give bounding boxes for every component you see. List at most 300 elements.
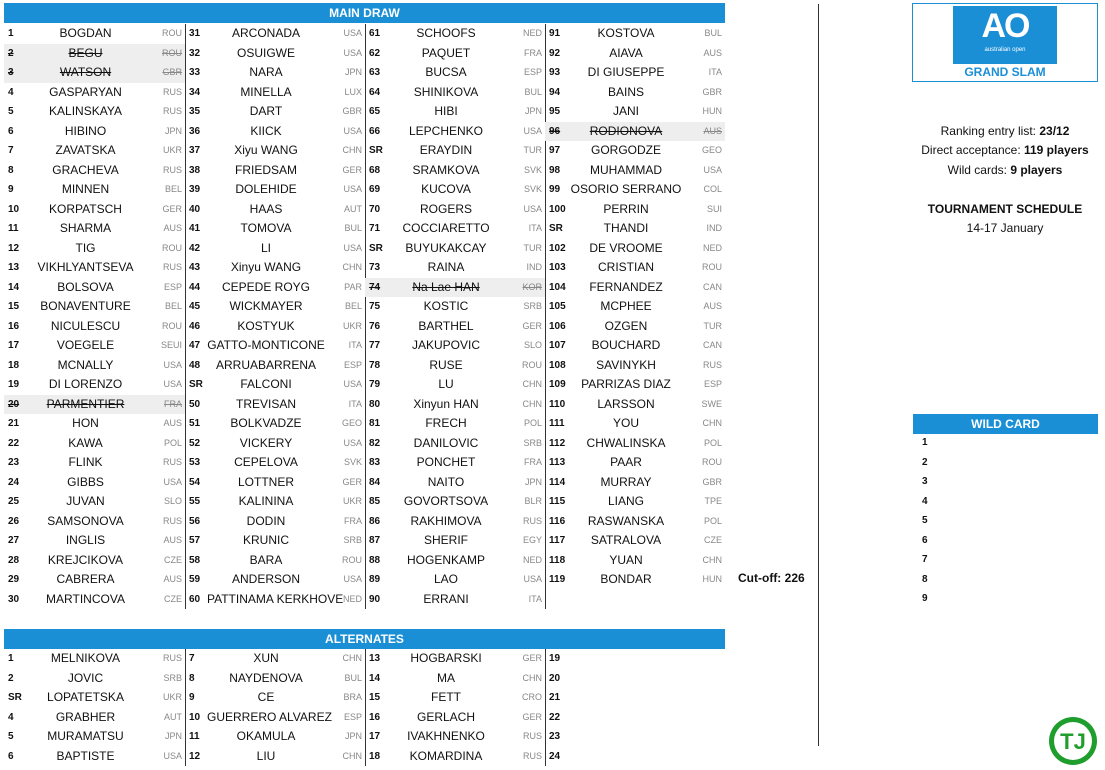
player-country: SUI	[706, 203, 722, 214]
player-row	[4, 531, 185, 551]
player-name: OSUIGWE	[236, 45, 295, 60]
player-row	[4, 161, 185, 181]
player-country: RUS	[162, 262, 182, 272]
player-country: SVK	[523, 184, 542, 194]
player-country: BUL	[524, 86, 542, 97]
player-name: IVAKHNENKO	[407, 729, 485, 743]
player-country: USA	[343, 184, 362, 194]
player-seed: 74	[369, 281, 381, 293]
wild-cards-line	[905, 161, 1105, 181]
player-seed: 30	[8, 593, 20, 605]
player-seed: 53	[189, 457, 201, 468]
player-country: SWE	[701, 398, 722, 409]
player-row	[365, 122, 545, 142]
player-row	[4, 395, 185, 415]
player-row	[4, 570, 185, 590]
player-row	[365, 747, 545, 767]
player-name: CEPELOVA	[234, 455, 298, 469]
player-country: EGY	[522, 535, 542, 545]
player-seed: 9	[189, 692, 195, 703]
player-row	[365, 161, 545, 181]
player-name: PAQUET	[421, 45, 471, 60]
player-row	[185, 258, 365, 278]
player-country: GER	[342, 476, 362, 487]
player-row	[545, 180, 725, 200]
player-country: RUS	[702, 359, 722, 370]
player-country: GBR	[162, 67, 182, 77]
player-row	[545, 531, 725, 551]
player-row	[545, 395, 725, 415]
player-country: GEO	[701, 145, 722, 155]
player-row	[185, 492, 365, 512]
player-name: DANILOVIC	[413, 435, 479, 450]
ao-logo-subtitle: australian open	[984, 47, 1026, 53]
player-seed: 10	[8, 203, 20, 215]
player-seed: 1	[8, 653, 14, 664]
player-row	[185, 453, 365, 473]
player-seed: 94	[549, 86, 561, 98]
player-seed: 46	[189, 320, 201, 332]
player-country: AUS	[703, 125, 722, 136]
player-country: LUX	[344, 86, 362, 97]
player-seed: 71	[369, 223, 381, 234]
player-seed: 13	[369, 653, 381, 664]
player-row	[4, 590, 185, 610]
player-name: RAKHIMOVA	[410, 513, 482, 528]
player-country: USA	[343, 242, 362, 253]
player-name: KOSTIC	[423, 299, 469, 313]
player-name: DODIN	[246, 513, 286, 528]
player-row	[365, 531, 545, 551]
grand-slam-label: GRAND SLAM	[964, 65, 1046, 79]
player-country: JPN	[164, 125, 182, 136]
player-name: GRACHEVA	[52, 162, 119, 177]
player-seed: 113	[549, 457, 566, 468]
player-seed: 18	[8, 359, 20, 371]
player-country: FRA	[344, 515, 362, 526]
player-name: MA	[437, 670, 455, 685]
player-name: OKAMULA	[236, 729, 296, 743]
brand-badge-text: TJ	[1060, 729, 1086, 754]
player-row	[4, 141, 185, 161]
player-seed: SR	[8, 692, 22, 703]
player-row	[4, 297, 185, 317]
player-row	[185, 395, 365, 415]
player-seed: 75	[369, 301, 381, 312]
player-name: KORPATSCH	[49, 201, 122, 216]
player-country: CRO	[522, 692, 542, 702]
player-row	[4, 239, 185, 259]
player-row	[185, 531, 365, 551]
player-row	[545, 141, 725, 161]
player-row	[185, 239, 365, 259]
schedule-title: TOURNAMENT SCHEDULE	[927, 202, 1083, 216]
player-seed: SR	[369, 242, 383, 254]
section-divider	[818, 4, 819, 746]
player-country: UKR	[342, 496, 362, 506]
player-country: RUS	[522, 750, 542, 761]
player-country: JPN	[524, 106, 542, 116]
player-name: INGLIS	[65, 533, 106, 547]
player-seed: 70	[369, 203, 381, 215]
player-seed: 119	[549, 574, 566, 585]
player-row	[365, 570, 545, 590]
player-name: BUCSA	[425, 65, 467, 79]
player-row	[365, 395, 545, 415]
player-row	[545, 453, 725, 473]
player-seed: 31	[189, 28, 201, 39]
ranking-entry-prefix: Ranking entry list:	[940, 124, 1040, 138]
player-name: LARSSON	[597, 396, 655, 411]
wild-cards-prefix: Wild cards:	[947, 163, 1011, 177]
player-row	[185, 434, 365, 454]
player-row	[185, 375, 365, 395]
player-row	[365, 590, 545, 610]
player-row	[4, 649, 185, 669]
player-name: MCNALLY	[57, 357, 114, 372]
player-seed: 117	[549, 535, 566, 546]
player-name: XUN	[253, 651, 279, 665]
player-row	[545, 747, 725, 767]
player-row	[185, 24, 365, 44]
player-country: UKR	[162, 692, 182, 702]
player-country: HUN	[702, 574, 722, 584]
player-country: CHN	[342, 653, 362, 663]
player-row	[185, 708, 365, 728]
player-row	[365, 708, 545, 728]
player-row	[545, 83, 725, 103]
player-row	[4, 512, 185, 532]
player-seed: 45	[189, 301, 201, 312]
wild-card-slot: 2	[922, 456, 928, 468]
player-name: KRUNIC	[242, 533, 289, 547]
player-name: ZAVATSKA	[55, 143, 116, 157]
player-name: LAO	[433, 572, 458, 586]
player-country: GBR	[342, 106, 362, 116]
player-row	[4, 747, 185, 767]
player-seed: 80	[369, 398, 381, 410]
player-seed: 88	[369, 554, 381, 566]
direct-acceptance-value: 119 players	[1023, 143, 1089, 157]
player-seed: 32	[189, 47, 201, 59]
player-name: GIBBS	[67, 474, 104, 489]
player-country: GBR	[702, 476, 722, 487]
player-row	[365, 492, 545, 512]
player-seed: 83	[369, 457, 381, 468]
player-row	[4, 336, 185, 356]
player-row	[4, 473, 185, 493]
player-country: ITA	[708, 67, 722, 77]
player-seed: 63	[369, 67, 381, 78]
player-country: AUS	[163, 223, 182, 233]
player-country: USA	[163, 476, 182, 487]
player-seed: 79	[369, 379, 381, 390]
player-country: USA	[163, 379, 182, 389]
player-country: BEL	[164, 184, 182, 194]
player-row	[545, 317, 725, 337]
player-seed: 41	[189, 223, 201, 234]
player-country: POL	[163, 437, 182, 448]
ranking-entry-line	[905, 122, 1105, 142]
ao-logo-mark: AO	[981, 7, 1029, 45]
player-row	[185, 649, 365, 669]
player-seed: 109	[549, 379, 566, 390]
player-row	[185, 688, 365, 708]
player-name: HOGENKAMP	[406, 552, 485, 567]
player-country: ITA	[528, 223, 542, 233]
player-row	[545, 434, 725, 454]
player-country: NED	[342, 593, 362, 604]
player-row	[4, 708, 185, 728]
alternates-column	[545, 649, 725, 766]
player-name: CHWALINSKA	[586, 435, 666, 450]
player-row	[365, 219, 545, 239]
player-row	[545, 122, 725, 142]
player-row	[4, 200, 185, 220]
player-name: BONDAR	[600, 572, 652, 586]
player-name: KALININA	[238, 494, 294, 508]
player-country: GER	[162, 203, 182, 214]
alternates-column	[4, 649, 185, 766]
wild-card-slot: 3	[922, 476, 928, 487]
player-row	[4, 24, 185, 44]
player-seed: 61	[369, 28, 381, 39]
player-country: BLR	[524, 496, 542, 506]
player-country: TUR	[523, 145, 542, 155]
player-country: ITA	[528, 593, 542, 604]
player-country: IND	[706, 223, 722, 233]
wild-card-slot: 6	[922, 534, 928, 546]
cutoff-label: Cut-off: 226	[738, 571, 805, 585]
player-name: PARRIZAS DIAZ	[581, 377, 671, 391]
player-name: MUHAMMAD	[590, 162, 662, 177]
player-seed: 77	[369, 340, 381, 351]
player-seed: 76	[369, 320, 381, 332]
player-country: CHN	[522, 379, 542, 389]
player-seed: 8	[8, 164, 14, 176]
player-country: BEL	[164, 301, 182, 311]
player-seed: 98	[549, 164, 561, 176]
player-name: HIBI	[434, 104, 458, 118]
player-row	[365, 63, 545, 83]
player-row	[185, 317, 365, 337]
player-row	[365, 434, 545, 454]
player-country: BUL	[344, 672, 362, 683]
player-name: MCPHEE	[600, 299, 652, 313]
player-name: PAAR	[610, 455, 642, 469]
player-country: COL	[703, 184, 722, 194]
main-draw-column	[545, 24, 725, 590]
player-row	[545, 492, 725, 512]
player-seed: 103	[549, 262, 566, 273]
player-seed: 21	[549, 692, 561, 703]
player-name: CABRERA	[56, 572, 115, 586]
player-row	[4, 102, 185, 122]
player-seed: 27	[8, 535, 20, 546]
player-country: BRA	[343, 692, 362, 702]
player-name: JAKUPOVIC	[411, 338, 480, 352]
player-name: CRISTIAN	[597, 260, 654, 274]
player-country: USA	[163, 359, 182, 370]
player-row	[4, 492, 185, 512]
player-name: TIG	[75, 240, 96, 255]
player-seed: 114	[549, 476, 566, 488]
player-row	[365, 141, 545, 161]
player-country: USA	[343, 28, 362, 38]
player-name: COCCIARETTO	[402, 221, 490, 235]
player-seed: 21	[8, 418, 20, 429]
player-name: FERNANDEZ	[589, 279, 663, 294]
player-country: AUS	[703, 47, 722, 58]
player-row	[545, 278, 725, 298]
player-country: CZE	[164, 554, 182, 565]
player-name: GRABHER	[55, 709, 116, 724]
player-seed: 104	[549, 281, 566, 293]
player-seed: 22	[8, 437, 20, 449]
player-name: TREVISAN	[235, 396, 296, 411]
player-country: CHN	[342, 262, 362, 272]
player-country: CZE	[704, 535, 722, 545]
player-country: TUR	[523, 242, 542, 253]
player-seed: 52	[189, 437, 201, 449]
player-country: ROU	[702, 262, 722, 272]
player-row	[365, 102, 545, 122]
player-row	[545, 161, 725, 181]
player-name: JOVIC	[67, 670, 104, 685]
player-row	[545, 727, 725, 747]
player-row	[365, 473, 545, 493]
player-country: ROU	[342, 554, 362, 565]
player-seed: 95	[549, 106, 561, 117]
player-row	[185, 180, 365, 200]
player-row	[4, 63, 185, 83]
player-country: RUS	[162, 106, 182, 116]
player-row	[545, 102, 725, 122]
player-name: KOSTYUK	[237, 318, 295, 333]
player-row	[185, 414, 365, 434]
player-row	[365, 83, 545, 103]
player-row	[365, 512, 545, 532]
player-name: DI GIUSEPPE	[587, 65, 665, 79]
player-row	[365, 727, 545, 747]
player-country: CHN	[342, 145, 362, 155]
player-country: RUS	[162, 515, 182, 526]
player-name: THANDI	[603, 221, 649, 235]
player-row	[545, 375, 725, 395]
player-row	[4, 669, 185, 689]
player-row	[185, 278, 365, 298]
player-seed: 78	[369, 359, 381, 371]
player-seed: 1	[8, 28, 14, 39]
player-seed: 48	[189, 359, 201, 371]
wild-card-slot: 1	[922, 437, 928, 448]
player-country: JPN	[344, 67, 362, 77]
player-seed: 29	[8, 574, 20, 585]
player-seed: 2	[8, 672, 14, 684]
player-seed: 115	[549, 496, 566, 507]
player-row	[185, 356, 365, 376]
player-seed: 51	[189, 418, 201, 429]
player-country: ITA	[348, 398, 362, 409]
ranking-entry-value: 23/12	[1039, 124, 1070, 138]
player-seed: 16	[369, 711, 381, 723]
player-name: KIICK	[250, 123, 282, 138]
player-seed: 111	[549, 418, 565, 429]
player-name: SAMSONOVA	[47, 513, 124, 528]
player-name: ROGERS	[419, 201, 472, 216]
player-name: GERLACH	[416, 709, 475, 724]
player-name: VIKHLYANTSEVA	[37, 260, 134, 274]
player-name: Xiyu WANG	[234, 143, 298, 157]
player-seed: 57	[189, 535, 201, 546]
player-name: JUVAN	[66, 494, 105, 508]
player-seed: 42	[189, 242, 201, 254]
player-country: USA	[343, 47, 362, 58]
direct-acceptance-prefix: Direct acceptance:	[921, 143, 1024, 157]
player-seed: 58	[189, 554, 201, 566]
player-seed: 44	[189, 281, 201, 293]
player-seed: 99	[549, 184, 561, 195]
player-name: LOTTNER	[237, 474, 294, 489]
player-country: SRB	[163, 672, 182, 683]
player-country: ROU	[162, 28, 182, 38]
player-row	[4, 375, 185, 395]
player-name: ARRUABARRENA	[215, 357, 317, 372]
player-seed: 73	[369, 262, 381, 273]
player-seed: 20	[549, 672, 561, 684]
player-name: Na Lae HAN	[412, 279, 480, 294]
player-seed: 106	[549, 320, 566, 332]
player-seed: 7	[8, 145, 14, 156]
player-seed: 22	[549, 711, 561, 723]
player-country: JPN	[524, 476, 542, 487]
player-name: PONCHET	[416, 455, 476, 469]
player-name: DART	[249, 104, 283, 118]
player-name: GATTO-MONTICONE	[207, 338, 325, 352]
player-seed: 6	[8, 750, 14, 762]
player-seed: 11	[8, 223, 19, 234]
player-name: Xinyun HAN	[413, 396, 479, 411]
player-name: ARCONADA	[231, 26, 300, 40]
player-row	[365, 356, 545, 376]
player-seed: 86	[369, 515, 381, 527]
player-country: SRB	[523, 301, 542, 311]
player-country: USA	[343, 125, 362, 136]
player-seed: 17	[369, 731, 381, 742]
player-seed: 112	[549, 437, 566, 449]
player-seed: 17	[8, 340, 20, 351]
player-name: BAINS	[607, 84, 644, 99]
wild-card-slot: 5	[922, 515, 928, 526]
player-country: CHN	[522, 398, 542, 409]
player-seed: 24	[8, 476, 20, 488]
player-country: CAN	[702, 281, 722, 292]
player-row	[185, 747, 365, 767]
player-seed: 50	[189, 398, 201, 410]
alternates-column	[185, 649, 365, 766]
direct-acceptance-line	[905, 141, 1105, 161]
player-name: VOEGELE	[56, 338, 115, 352]
wild-card-slot: 9	[922, 593, 928, 604]
player-seed: 47	[189, 340, 201, 351]
player-seed: 65	[369, 106, 381, 117]
player-country: USA	[163, 750, 182, 761]
player-country: POL	[703, 515, 722, 526]
player-seed: 28	[8, 554, 20, 566]
player-row	[365, 239, 545, 259]
player-row	[545, 414, 725, 434]
player-country: ROU	[162, 47, 182, 58]
